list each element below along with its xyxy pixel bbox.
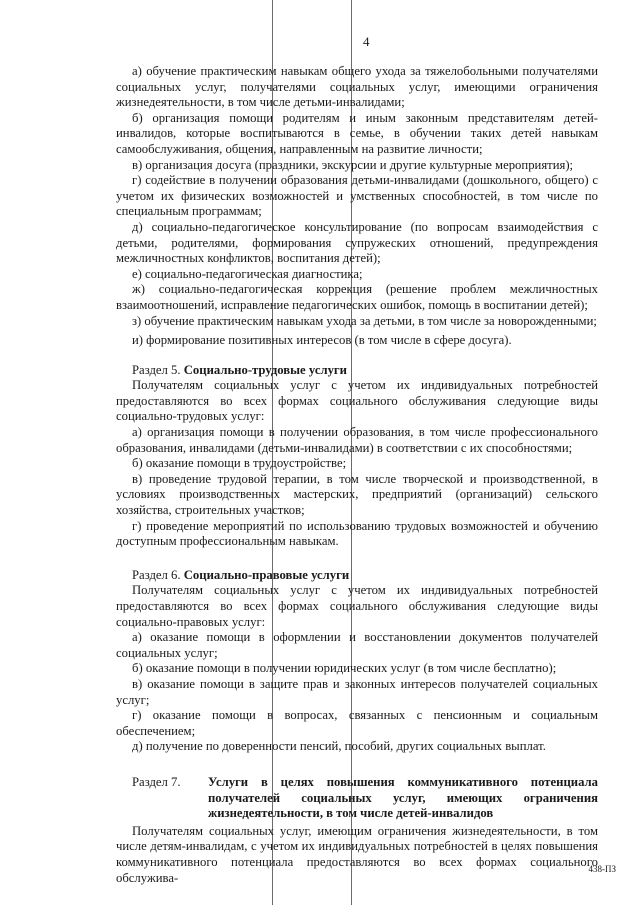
section-5-intro: Получателям социальных услуг с учетом их индивидуальных потребностей предоставляются во всех формах социального обслуживания следующие виды социально-трудовых услуг: [116,378,598,424]
list-item: г) проведение мероприятий по использованию трудовых возможностей и обучению доступным профессиональным навыкам. [116,518,598,549]
section-6-prefix: Раздел 6. [132,567,184,582]
section-5-title: Социально-трудовые услуги [183,362,347,377]
section-6-heading [116,568,598,584]
section-5-heading [116,363,598,379]
list-item: б) организация помощи родителям и иным законным представителям детей-инвалидов, которые воспитываются в семье, в обучении таких детей навыкам самообслуживания, общения, направленным на развитие личности; [116,110,598,156]
page-number: 4 [363,34,370,49]
list-item: б) оказание помощи в трудоустройстве; [132,456,347,471]
section-7-prefix: Раздел 7. [132,774,181,789]
section-7-heading [116,775,598,822]
list-item: а) организация помощи в получении образования, в том числе профессионального образования, инвалидами (детьми-инвалидами) в соответствии с их способностями; [116,425,598,455]
section-5-prefix: Раздел 5. [132,362,184,377]
list-item: а) оказание помощи в оформлении и восстановлении документов получателей социальных услуг; [116,630,598,660]
section-6-intro: Получателям социальных услуг с учетом их индивидуальных потребностей предоставляются во всех формах социального обслуживания следующие виды социально-правовых услуг: [116,583,598,629]
list-item: в) оказание помощи в защите прав и законных интересов получателей социальных услуг; [116,676,598,707]
section-7-title: Услуги в целях повышения коммуникативного потенциала получателей социальных услуг, имеющих ограничения жизнедеятельности, в том числе детей-инвалидов [208,774,598,821]
list-item: и) формирование позитивных интересов (в том числе в сфере досуга). [132,333,512,348]
list-item: в) организация досуга (праздники, экскурсии и другие культурные мероприятия); [132,157,574,172]
list-item: е) социально-педагогическая диагностика; [132,266,363,281]
section-6-title: Социально-правовые услуги [183,567,350,582]
list-item: г) содействие в получении образования детьми-инвалидами (дошкольного, общего) с учетом их физических возможностей и умственных способностей, в том числе по специальным программам; [116,173,598,219]
list-item: з) обучение практическим навыкам ухода за детьми, в том числе за новорожденными; [132,313,597,328]
list-item: ж) социально-педагогическая коррекция (решение проблем межличностных взаимоотношений, исправление педагогических ошибок, помощь в воспитании детей); [116,282,598,312]
list-item: в) проведение трудовой терапии, в том числе творческой и производственной, в условиях производственных мастерских, предприятий (организаций) сельского хозяйства, строительных участков; [116,471,598,518]
list-item: д) получение по доверенности пенсий, пособий, других социальных выплат. [132,739,546,754]
list-item: г) оказание помощи в вопросах, связанных с пенсионным и социальным обеспечением; [116,708,598,738]
section-7-intro: Получателям социальных услуг, имеющим ограничения жизнедеятельности, в том числе детям-инвалидам, с учетом их индивидуальных потребностей в целях повышения коммуникативного потенциала предоставляются во всех формах социального обслужива- [116,823,598,885]
list-item: б) оказание помощи в получении юридических услуг (в том числе бесплатно); [132,661,557,676]
list-item: а) обучение практическим навыкам общего ухода за тяжелобольными получателями социальных услуг, получателями социальных услуг, имеющими ограничения жизнедеятельности, в том числе детьми-инвалидами; [116,64,598,110]
document-code: 438-ПЗ [588,864,616,874]
document-body [116,64,598,886]
list-item: д) социально-педагогическое консультирование (по вопросам взаимодействия с детьми, родителями, формирования супружеских отношений, предупреждения межличностных конфликтов, воспитания детей); [116,219,598,266]
